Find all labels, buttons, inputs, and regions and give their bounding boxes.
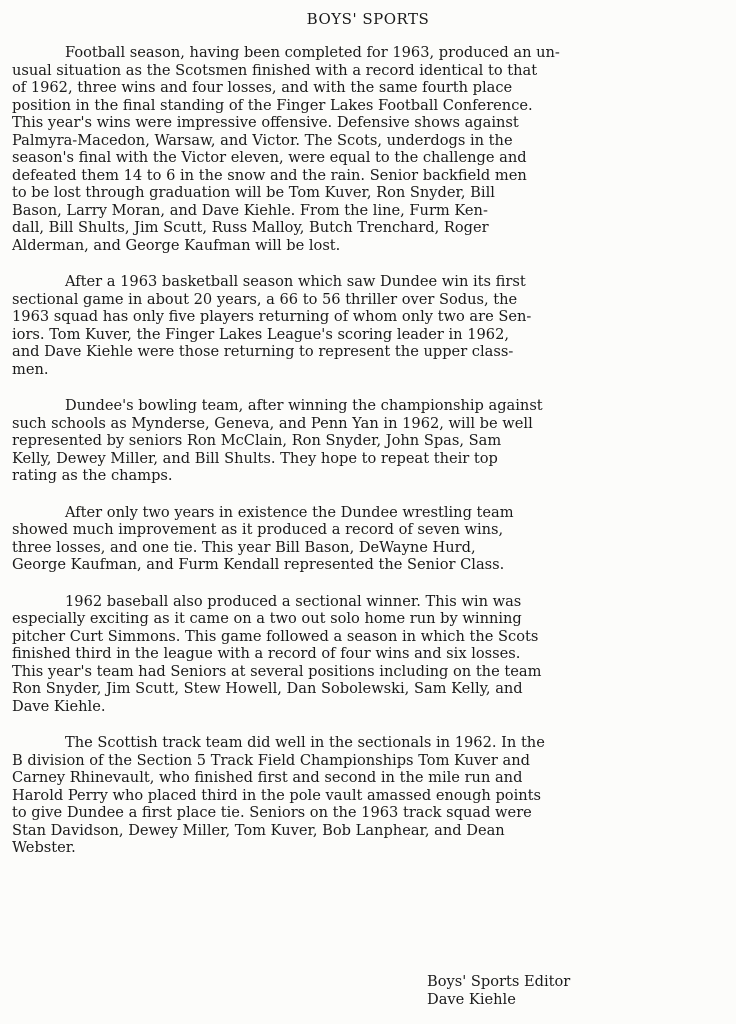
- text-line: 1962 baseball also produced a sectional winner. This win was: [65, 592, 522, 610]
- text-line: Kelly, Dewey Miller, and Bill Shults. They hope to repeat their top: [12, 449, 498, 467]
- text-line: This year's team had Seniors at several positions including on the team: [12, 662, 542, 680]
- paragraph: [12, 504, 724, 574]
- text-line: finished third in the league with a record of four wins and six losses.: [12, 645, 521, 662]
- paragraph: [12, 397, 724, 485]
- paragraph: [12, 593, 724, 716]
- text-line: This year's wins were impressive offensive. Defensive shows against: [12, 114, 519, 131]
- text-line: usual situation as the Scotsmen finished with a record identical to that: [12, 61, 538, 79]
- text-line: position in the final standing of the Finger Lakes Football Conference.: [12, 96, 533, 114]
- paragraph: [12, 734, 724, 857]
- paragraph: [12, 44, 724, 254]
- text-line: to give Dundee a first place tie. Seniors on the 1963 track squad were: [12, 804, 532, 821]
- text-line: Webster.: [12, 839, 76, 856]
- text-line: iors. Tom Kuver, the Finger Lakes League's scoring leader in 1962,: [12, 325, 509, 343]
- text-line: to be lost through graduation will be Tom Kuver, Ron Snyder, Bill: [12, 184, 495, 201]
- text-line: Harold Perry who placed third in the pole vault amassed enough points: [12, 786, 541, 804]
- text-line: Ron Snyder, Jim Scutt, Stew Howell, Dan Sobolewski, Sam Kelly, and: [12, 680, 523, 697]
- text-line: season's final with the Victor eleven, were equal to the challenge and: [12, 149, 527, 166]
- text-line: Alderman, and George Kaufman will be lost.: [12, 236, 341, 254]
- text-line: After only two years in existence the Dundee wrestling team: [65, 503, 514, 521]
- text-line: represented by seniors Ron McClain, Ron Snyder, John Spas, Sam: [12, 432, 502, 449]
- text-line: The Scottish track team did well in the sectionals in 1962. In the: [65, 734, 545, 751]
- text-line: Stan Davidson, Dewey Miller, Tom Kuver, Bob Lanphear, and Dean: [12, 821, 505, 839]
- text-line: dall, Bill Shults, Jim Scutt, Russ Malloy, Butch Trenchard, Roger: [12, 219, 489, 236]
- text-line: rating as the champs.: [12, 467, 173, 484]
- signature-name: Dave Kiehle: [427, 991, 516, 1008]
- text-line: Dundee's bowling team, after winning the championship against: [65, 397, 543, 414]
- text-line: Carney Rhinevault, who finished first and second in the mile run and: [12, 769, 523, 786]
- text-line: showed much improvement as it produced a record of seven wins,: [12, 521, 504, 538]
- signature-block: [427, 973, 570, 1009]
- text-line: George Kaufman, and Furm Kendall represented the Senior Class.: [12, 556, 505, 573]
- text-line: Bason, Larry Moran, and Dave Kiehle. From the line, Furm Ken-: [12, 201, 488, 219]
- article-body: [12, 44, 724, 876]
- text-line: of 1962, three wins and four losses, and with the same fourth place: [12, 79, 513, 96]
- signature-role: Boys' Sports Editor: [427, 973, 571, 990]
- text-line: Palmyra-Macedon, Warsaw, and Victor. The Scots, underdogs in the: [12, 131, 513, 149]
- text-line: pitcher Curt Simmons. This game followed a season in which the Scots: [12, 627, 539, 645]
- page-title: BOYS' SPORTS: [306, 10, 430, 28]
- text-line: Dave Kiehle.: [12, 697, 106, 715]
- text-line: such schools as Mynderse, Geneva, and Penn Yan in 1962, will be well: [12, 414, 533, 432]
- text-line: and Dave Kiehle were those returning to represent the upper class-: [12, 343, 514, 360]
- text-line: B division of the Section 5 Track Field Championships Tom Kuver and: [12, 751, 530, 769]
- text-line: especially exciting as it came on a two out solo home run by winning: [12, 610, 522, 627]
- text-line: After a 1963 basketball season which saw Dundee win its first: [65, 273, 526, 290]
- paragraph: [12, 273, 724, 378]
- text-line: 1963 squad has only five players returning of whom only two are Sen-: [12, 308, 532, 325]
- text-line: sectional game in about 20 years, a 66 to 56 thriller over Sodus, the: [12, 290, 518, 308]
- text-line: three losses, and one tie. This year Bill Bason, DeWayne Hurd,: [12, 538, 476, 556]
- text-line: men.: [12, 360, 49, 378]
- text-line: Football season, having been completed for 1963, produced an un-: [65, 44, 560, 61]
- text-line: defeated them 14 to 6 in the snow and the rain. Senior backfield men: [12, 166, 527, 184]
